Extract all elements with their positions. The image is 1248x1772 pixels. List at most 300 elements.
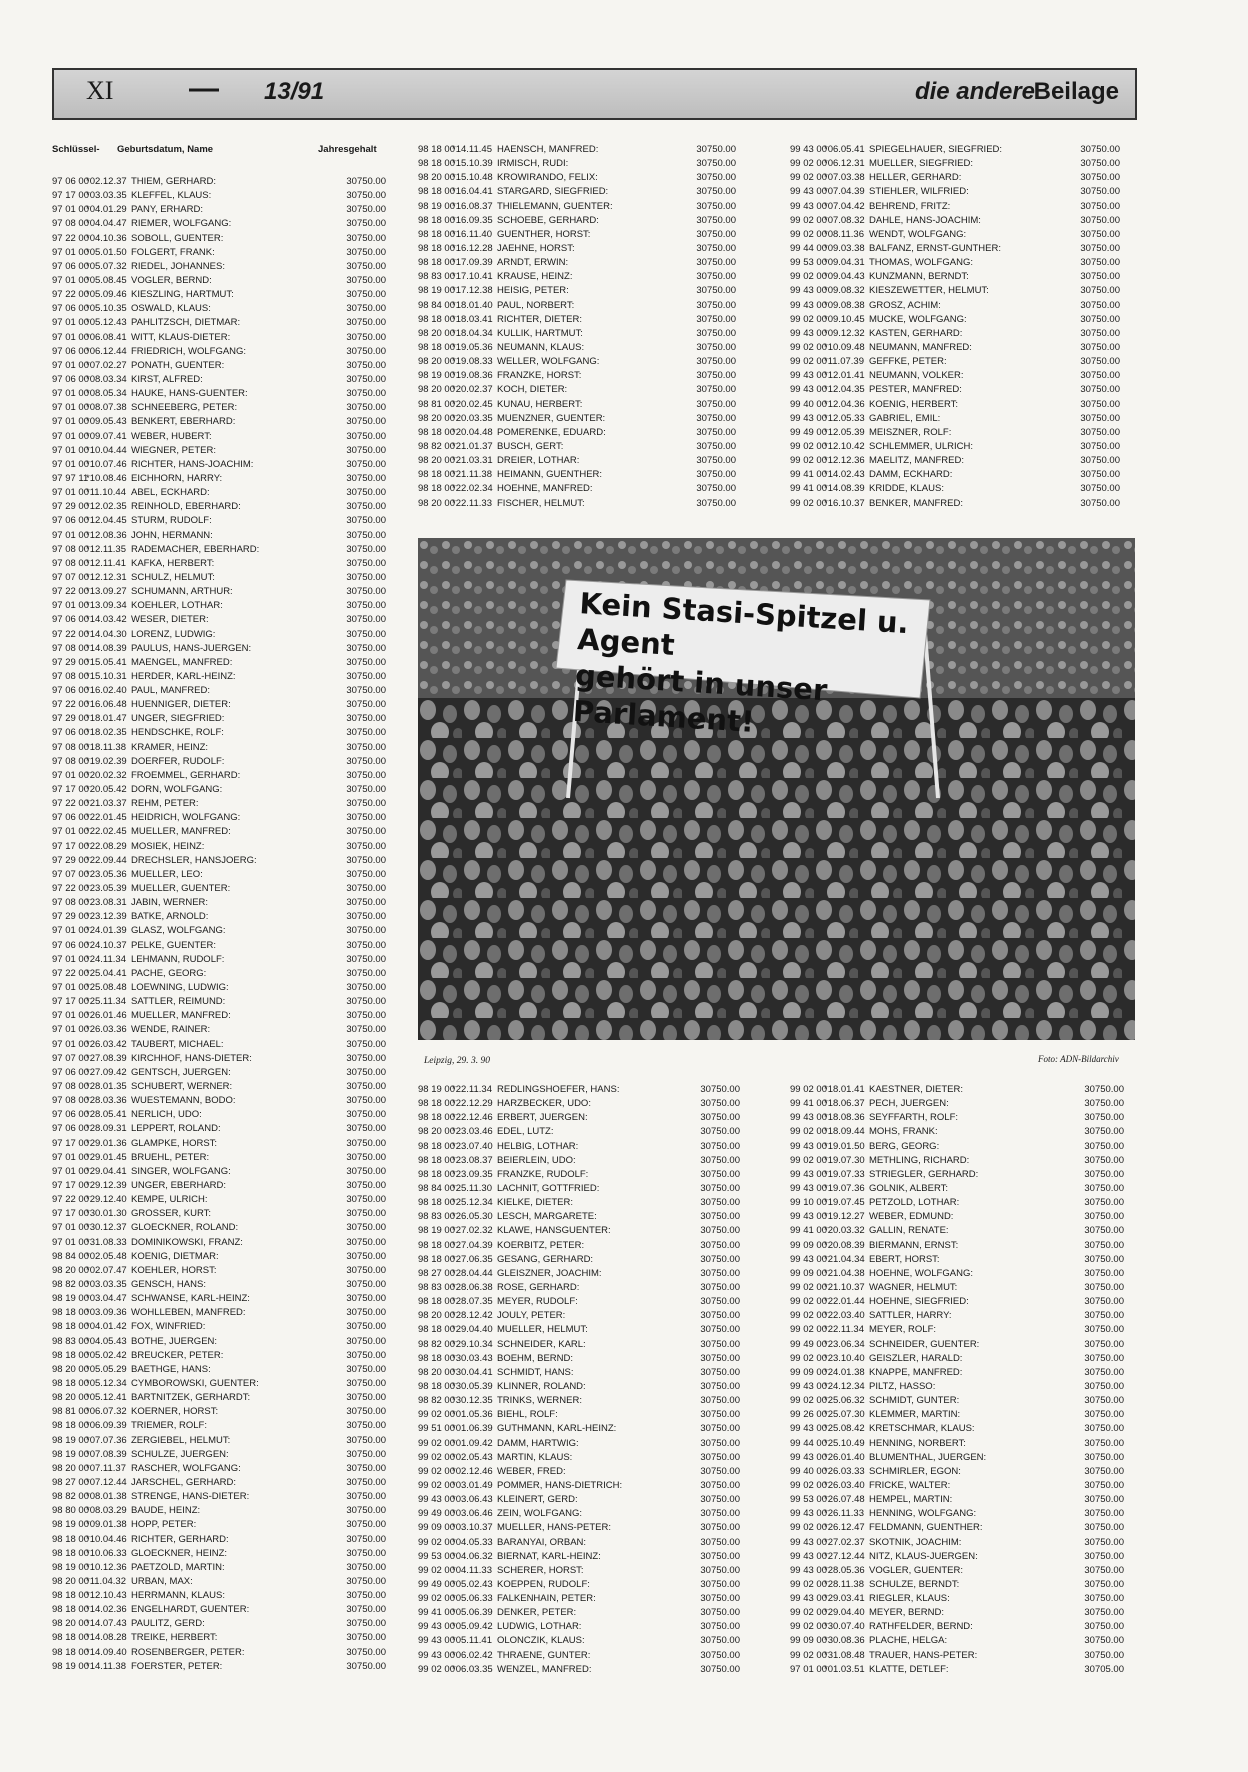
entry-key: 97 06 00: [52, 515, 89, 527]
entry-name: REINHOLD, EBERHARD:: [131, 501, 241, 513]
list-item: [52, 882, 386, 896]
list-item: [52, 514, 386, 528]
entry-salary: 30750.00: [346, 1406, 386, 1418]
list-item: [790, 242, 1120, 256]
entry-salary: 30750.00: [346, 769, 386, 781]
list-item: [790, 1550, 1124, 1564]
entry-birthdate: *09.03.38: [824, 242, 865, 254]
entry-key: 99 43 00: [790, 1211, 827, 1223]
entry-name: FALKENHAIN, PETER:: [497, 1593, 596, 1605]
list-item: [790, 454, 1120, 468]
entry-birthdate: *07.04.39: [824, 186, 865, 198]
entry-key: 97 01 00: [52, 826, 89, 838]
entry-salary: 30750.00: [700, 1621, 740, 1633]
entry-birthdate: *03.03.35: [86, 190, 127, 202]
entry-salary: 30750.00: [700, 1465, 740, 1477]
list-item: [52, 1434, 386, 1448]
entry-birthdate: *12.02.35: [86, 501, 127, 513]
entry-key: 98 20 00: [418, 455, 455, 467]
entry-salary: 30750.00: [346, 1278, 386, 1290]
entry-salary: 30750.00: [700, 1649, 740, 1661]
entry-salary: 30750.00: [696, 285, 736, 297]
list-item: [52, 543, 386, 557]
entry-name: KLATTE, DETLEF:: [869, 1663, 949, 1675]
entry-salary: 30750.00: [700, 1140, 740, 1152]
entry-salary: 30750.00: [346, 1038, 386, 1050]
list-item: [52, 345, 386, 359]
entry-birthdate: *18.11.38: [86, 741, 126, 753]
entry-key: 99 43 00: [790, 1182, 827, 1194]
entry-salary: 30750.00: [346, 1420, 386, 1432]
entry-key: 98 20 00: [52, 1363, 89, 1375]
entry-name: KLEINERT, GERD:: [497, 1494, 578, 1506]
entry-name: VOGLER, BERND:: [131, 274, 212, 286]
entry-birthdate: *28.05.36: [824, 1564, 865, 1576]
list-item: [790, 143, 1120, 157]
entry-salary: 30750.00: [346, 218, 386, 230]
list-item: [790, 1097, 1124, 1111]
entry-name: REHM, PETER:: [131, 798, 199, 810]
entry-salary: 30750.00: [346, 1448, 386, 1460]
entry-birthdate: *30.05.39: [452, 1380, 493, 1392]
entry-key: 98 20 00: [52, 1392, 89, 1404]
list-item: [418, 1437, 740, 1451]
entry-name: HEIDRICH, WOLFGANG:: [131, 812, 241, 824]
column-header-birth-name: Geburtsdatum, Name: [117, 144, 214, 155]
list-item: [52, 246, 386, 260]
entry-birthdate: *05.12.43: [86, 317, 127, 329]
entry-name: WUESTEMANN, BODO:: [131, 1095, 236, 1107]
list-item: [790, 1465, 1124, 1479]
entry-name: BENKERT, EBERHARD:: [131, 416, 236, 428]
entry-name: METHLING, RICHARD:: [869, 1154, 970, 1166]
entry-birthdate: *12.01.41: [824, 370, 865, 382]
entry-salary: 30750.00: [346, 1066, 386, 1078]
list-item: [790, 1437, 1124, 1451]
entry-name: BIERNAT, KARL-HEINZ:: [497, 1550, 601, 1562]
entry-name: BLUMENTHAL, JUERGEN:: [869, 1451, 987, 1463]
list-item: [418, 1352, 740, 1366]
entry-salary: 30750.00: [700, 1225, 740, 1237]
entry-salary: 30750.00: [1080, 158, 1120, 170]
list-item: [52, 1490, 386, 1504]
entry-salary: 30750.00: [346, 1208, 386, 1220]
entry-birthdate: *19.02.39: [86, 755, 127, 767]
entry-name: PAUL, NORBERT:: [497, 299, 575, 311]
entry-salary: 30750.00: [1084, 1607, 1124, 1619]
list-item: [52, 698, 386, 712]
entry-birthdate: *28.11.38: [824, 1578, 864, 1590]
entry-salary: 30750.00: [1084, 1409, 1124, 1421]
list-item: [790, 355, 1120, 369]
entry-salary: 30750.00: [1080, 271, 1120, 283]
entry-birthdate: *17.09.39: [452, 257, 493, 269]
list-item: [52, 500, 386, 514]
entry-salary: 30750.00: [1084, 1494, 1124, 1506]
entry-birthdate: *10.09.48: [824, 341, 865, 353]
list-item: [418, 214, 736, 228]
entry-birthdate: *20.03.35: [452, 412, 493, 424]
entry-birthdate: *25.04.41: [86, 967, 127, 979]
entry-salary: 30750.00: [346, 1081, 386, 1092]
list-item: [52, 1193, 386, 1207]
entry-salary: 30750.00: [1084, 1112, 1124, 1124]
entry-name: SCHWANSE, KARL-HEINZ:: [131, 1293, 250, 1305]
entry-name: KIRST, ALFRED:: [131, 373, 203, 385]
list-item: [52, 684, 386, 698]
entry-key: 98 20 00: [418, 327, 455, 339]
list-item: [790, 1564, 1124, 1578]
entry-birthdate: *20.08.39: [824, 1239, 865, 1251]
entry-key: 98 20 00: [418, 497, 455, 509]
entry-birthdate: *26.01.46: [86, 1010, 127, 1022]
entry-name: JOULY, PETER:: [497, 1310, 566, 1322]
entry-name: SATTLER, REIMUND:: [131, 996, 226, 1008]
entry-salary: 30750.00: [700, 1324, 740, 1336]
entry-birthdate: *16.11.40: [452, 228, 492, 240]
entry-name: GALLIN, RENATE:: [869, 1225, 949, 1237]
entry-key: 99 51 00: [418, 1423, 455, 1435]
entry-key: 99 41 00: [418, 1607, 455, 1619]
entry-salary: 30750.00: [696, 426, 736, 438]
entry-key: 97 22 00: [52, 699, 89, 711]
protest-photo: [418, 538, 1135, 1040]
entry-key: 97 01 00: [52, 925, 89, 937]
list-item: [418, 341, 736, 355]
salary-list-column-2: [418, 143, 736, 511]
entry-birthdate: *31.08.33: [86, 1236, 127, 1248]
entry-key: 99 02 00: [790, 214, 827, 226]
entry-name: HAUKE, HANS-GUENTER:: [131, 388, 248, 400]
list-item: [418, 1620, 740, 1634]
entry-birthdate: *09.07.41: [86, 430, 127, 442]
entry-key: 97 08 00: [52, 557, 89, 569]
entry-key: 99 02 00: [790, 1621, 827, 1633]
entry-key: 98 18 00: [52, 1632, 89, 1644]
entry-salary: 30750.00: [346, 1194, 386, 1206]
list-item: [52, 1292, 386, 1306]
entry-name: FRANZKE, HORST:: [497, 370, 582, 382]
entry-birthdate: *08.07.38: [86, 402, 127, 414]
entry-key: 99 40 00: [790, 398, 827, 410]
entry-salary: 30750.00: [346, 939, 386, 951]
entry-birthdate: *20.02.37: [452, 384, 493, 396]
entry-key: 99 43 00: [790, 1168, 827, 1180]
entry-name: SATTLER, HARRY:: [869, 1310, 952, 1322]
entry-birthdate: *13.09.34: [86, 600, 127, 612]
entry-salary: 30750.00: [700, 1126, 740, 1138]
entry-birthdate: *18.04.34: [452, 327, 493, 339]
entry-key: 98 83 00: [52, 1335, 89, 1347]
entry-salary: 30750.00: [700, 1479, 740, 1491]
list-item: [52, 939, 386, 953]
entry-key: 98 18 00: [418, 426, 455, 438]
list-item: [790, 1592, 1124, 1606]
entry-key: 97 01 00: [52, 204, 89, 216]
entry-name: PAUL, MANFRED:: [131, 685, 211, 697]
list-item: [52, 232, 386, 246]
list-item: [418, 1309, 740, 1323]
entry-key: 98 18 00: [52, 1646, 89, 1658]
list-item: [790, 383, 1120, 397]
entry-salary: 30750.00: [346, 713, 386, 725]
list-item: [52, 1476, 386, 1490]
entry-key: 99 53 00: [418, 1550, 455, 1562]
entry-key: 99 41 00: [790, 1098, 827, 1110]
entry-name: PAETZOLD, MARTIN:: [131, 1561, 225, 1573]
entry-salary: 30750.00: [346, 388, 386, 400]
list-item: [790, 1295, 1124, 1309]
entry-salary: 30750.00: [346, 628, 386, 640]
list-item: [52, 924, 386, 938]
entry-salary: 30750.00: [696, 228, 736, 240]
entry-birthdate: *07.07.36: [86, 1434, 127, 1446]
list-item: [52, 868, 386, 882]
entry-salary: 30750.00: [346, 1505, 386, 1517]
entry-name: WESER, DIETER:: [131, 614, 209, 626]
entry-salary: 30750.00: [346, 911, 386, 923]
list-item: [418, 313, 736, 327]
entry-name: ROSE, GERHARD:: [497, 1281, 580, 1293]
list-item: [418, 1239, 740, 1253]
supplement-label: Beilage: [1033, 78, 1119, 105]
entry-key: 98 82 00: [418, 440, 455, 452]
entry-key: 97 08 00: [52, 1081, 89, 1092]
banner-line-1: Kein Stasi-Spitzel u. Agent: [576, 586, 910, 662]
entry-name: FRANZKE, RUDOLF:: [497, 1168, 589, 1180]
entry-name: KIELKE, DIETER:: [497, 1197, 574, 1209]
entry-birthdate: *26.12.47: [824, 1522, 865, 1534]
entry-key: 99 02 00: [418, 1451, 455, 1463]
list-item: [52, 1038, 386, 1052]
entry-key: 97 01 00: [52, 769, 89, 781]
entry-key: 99 02 00: [790, 1310, 827, 1322]
entry-name: GEISZLER, HARALD:: [869, 1352, 963, 1364]
entry-name: PAULUS, HANS-JUERGEN:: [131, 642, 252, 654]
entry-key: 98 19 00: [418, 1084, 455, 1095]
entry-birthdate: *27.04.39: [452, 1239, 493, 1251]
entry-birthdate: *20.02.45: [452, 398, 493, 410]
entry-key: 99 43 00: [790, 384, 827, 396]
entry-key: 98 20 00: [418, 1310, 455, 1322]
entry-key: 99 02 00: [790, 1084, 827, 1095]
entry-salary: 30750.00: [346, 274, 386, 286]
entry-name: KAESTNER, DIETER:: [869, 1084, 963, 1095]
entry-birthdate: *22.02.45: [86, 826, 127, 838]
entry-birthdate: *10.06.33: [86, 1547, 127, 1559]
entry-key: 98 83 00: [418, 271, 455, 283]
list-item: [418, 468, 736, 482]
entry-salary: 30750.00: [346, 1321, 386, 1333]
section-number: XI: [86, 76, 114, 105]
entry-name: MOSIEK, HEINZ:: [131, 840, 205, 852]
entry-salary: 30750.00: [346, 204, 386, 216]
list-item: [52, 1080, 386, 1094]
list-item: [790, 1239, 1124, 1253]
entry-birthdate: *29.12.39: [86, 1179, 127, 1191]
list-item: [418, 1111, 740, 1125]
entry-salary: 30750.00: [1080, 370, 1120, 382]
entry-name: NITZ, KLAUS-JUERGEN:: [869, 1550, 978, 1562]
entry-name: DAHLE, HANS-JOACHIM:: [869, 214, 981, 226]
entry-name: BREUCKER, PETER:: [131, 1349, 224, 1361]
entry-key: 99 43 00: [790, 1380, 827, 1392]
entry-salary: 30750.00: [346, 1293, 386, 1305]
entry-key: 99 02 00: [418, 1593, 455, 1605]
entry-name: BERG, GEORG:: [869, 1140, 940, 1152]
entry-birthdate: *30.01.30: [86, 1208, 127, 1220]
entry-salary: 30750.00: [1084, 1451, 1124, 1463]
list-item: [790, 1281, 1124, 1295]
entry-salary: 30750.00: [346, 1349, 386, 1361]
entry-key: 97 06 00: [52, 176, 89, 187]
entry-name: KLEMMER, MARTIN:: [869, 1409, 961, 1421]
list-item: [790, 1154, 1124, 1168]
entry-key: 98 19 00: [52, 1660, 89, 1672]
list-item: [790, 299, 1120, 313]
entry-birthdate: *22.09.44: [86, 854, 127, 866]
entry-birthdate: *19.07.45: [824, 1197, 865, 1209]
entry-name: SCHULZ, HELMUT:: [131, 571, 215, 583]
entry-key: 98 20 00: [418, 384, 455, 396]
entry-key: 97 01 00: [52, 487, 89, 499]
entry-name: WELLER, WOLFGANG:: [497, 356, 600, 368]
entry-salary: 30750.00: [346, 303, 386, 315]
entry-name: HEISIG, PETER:: [497, 285, 569, 297]
entry-key: 99 02 00: [790, 1281, 827, 1293]
entry-key: 99 02 00: [790, 1479, 827, 1491]
entry-birthdate: *12.05.39: [824, 426, 865, 438]
entry-salary: 30750.00: [346, 458, 386, 470]
entry-name: HAENSCH, MANFRED:: [497, 144, 599, 155]
entry-salary: 30750.00: [346, 868, 386, 880]
entry-key: 97 01 00: [52, 317, 89, 329]
entry-birthdate: *21.04.38: [824, 1267, 865, 1279]
entry-name: KRIDDE, KLAUS:: [869, 483, 944, 495]
entry-name: MOHS, FRANK:: [869, 1126, 938, 1138]
entry-salary: 30750.00: [1084, 1324, 1124, 1336]
entry-birthdate: *30.12.37: [86, 1222, 127, 1234]
entry-name: OSWALD, KLAUS:: [131, 303, 211, 315]
entry-name: GLOECKNER, ROLAND:: [131, 1222, 239, 1234]
entry-birthdate: *14.09.40: [86, 1646, 127, 1658]
list-item: [418, 1408, 740, 1422]
list-item: [790, 327, 1120, 341]
entry-name: DREIER, LOTHAR:: [497, 455, 580, 467]
list-item: [418, 1451, 740, 1465]
entry-birthdate: *20.02.32: [86, 769, 127, 781]
entry-birthdate: *16.04.41: [452, 186, 493, 198]
entry-name: HUENNIGER, DIETER:: [131, 699, 231, 711]
entry-key: 99 02 00: [790, 1352, 827, 1364]
entry-birthdate: *29.12.40: [86, 1194, 127, 1206]
entry-birthdate: *06.08.41: [86, 331, 127, 343]
entry-salary: 30750.00: [1084, 1635, 1124, 1647]
entry-salary: 30750.00: [346, 444, 386, 456]
entry-name: LEHMANN, RUDOLF:: [131, 953, 225, 965]
entry-birthdate: *06.02.42: [452, 1649, 493, 1661]
list-item: [52, 854, 386, 868]
list-item: [418, 1281, 740, 1295]
entry-salary: 30750.00: [346, 331, 386, 343]
list-item: [418, 1380, 740, 1394]
entry-birthdate: *02.05.48: [86, 1250, 127, 1262]
entry-name: THRAENE, GUNTER:: [497, 1649, 591, 1661]
entry-key: 99 43 00: [790, 1593, 827, 1605]
entry-name: HOEHNE, MANFRED:: [497, 483, 593, 495]
entry-name: GUENTHER, HORST:: [497, 228, 591, 240]
entry-birthdate: *18.01.41: [824, 1084, 865, 1095]
entry-salary: 30750.00: [346, 1604, 386, 1616]
entry-salary: 30750.00: [696, 257, 736, 269]
entry-name: RICHTER, GERHARD:: [131, 1533, 229, 1545]
entry-name: HARZBECKER, UDO:: [497, 1098, 591, 1110]
entry-birthdate: *05.06.33: [452, 1593, 493, 1605]
entry-key: 98 18 00: [418, 483, 455, 495]
entry-name: HELBIG, LOTHAR:: [497, 1140, 579, 1152]
entry-salary: 30750.00: [700, 1154, 740, 1166]
entry-key: 98 19 00: [52, 1434, 89, 1446]
entry-key: 98 20 00: [418, 172, 455, 184]
entry-birthdate: *28.07.35: [452, 1296, 493, 1308]
entry-salary: 30750.00: [346, 557, 386, 569]
entry-key: 99 43 00: [790, 1508, 827, 1520]
entry-name: BRUEHL, PETER:: [131, 1151, 210, 1163]
column-header-salary: Jahresgehalt: [318, 144, 377, 155]
list-item: [52, 1207, 386, 1221]
entry-salary: 30750.00: [346, 1335, 386, 1347]
entry-key: 97 06 00: [52, 303, 89, 315]
entry-key: 98 84 00: [418, 299, 455, 311]
entry-birthdate: *18.09.44: [824, 1126, 865, 1138]
entry-key: 99 02 00: [418, 1409, 455, 1421]
entry-salary: 30750.00: [346, 515, 386, 527]
entry-salary: 30750.00: [1080, 186, 1120, 198]
entry-salary: 30750.00: [1080, 341, 1120, 353]
list-item: [418, 1267, 740, 1281]
entry-salary: 30750.00: [1084, 1479, 1124, 1491]
entry-birthdate: *12.08.36: [86, 529, 127, 541]
list-item: [52, 430, 386, 444]
entry-key: 99 02 00: [418, 1437, 455, 1449]
entry-birthdate: *07.04.42: [824, 200, 865, 212]
entry-name: KLINNER, ROLAND:: [497, 1380, 586, 1392]
list-item: [418, 256, 736, 270]
list-item: [418, 1592, 740, 1606]
entry-birthdate: *09.04.43: [824, 271, 865, 283]
entry-name: SCHMIDT, GUNTER:: [869, 1395, 960, 1407]
entry-key: 99 02 00: [418, 1663, 455, 1675]
publication-name: die andere: [914, 78, 1035, 105]
list-item: [418, 1097, 740, 1111]
entry-salary: 30750.00: [346, 1165, 386, 1177]
entry-salary: 30750.00: [346, 246, 386, 258]
entry-key: 97 29 00: [52, 501, 89, 513]
entry-name: HOEHNE, SIEGFRIED:: [869, 1296, 969, 1308]
list-item: [52, 1179, 386, 1193]
entry-birthdate: *15.10.31: [86, 670, 127, 682]
list-item: [418, 1224, 740, 1238]
entry-birthdate: *22.01.45: [86, 812, 127, 824]
entry-key: 97 29 00: [52, 713, 89, 725]
entry-salary: 30750.00: [1084, 1366, 1124, 1378]
entry-name: HERDER, KARL-HEINZ:: [131, 670, 236, 682]
entry-birthdate: *04.01.42: [86, 1321, 127, 1333]
entry-birthdate: *23.09.35: [452, 1168, 493, 1180]
entry-birthdate: *28.12.42: [452, 1310, 493, 1322]
entry-name: GLASZ, WOLFGANG:: [131, 925, 226, 937]
entry-key: 97 17 00: [52, 190, 89, 202]
